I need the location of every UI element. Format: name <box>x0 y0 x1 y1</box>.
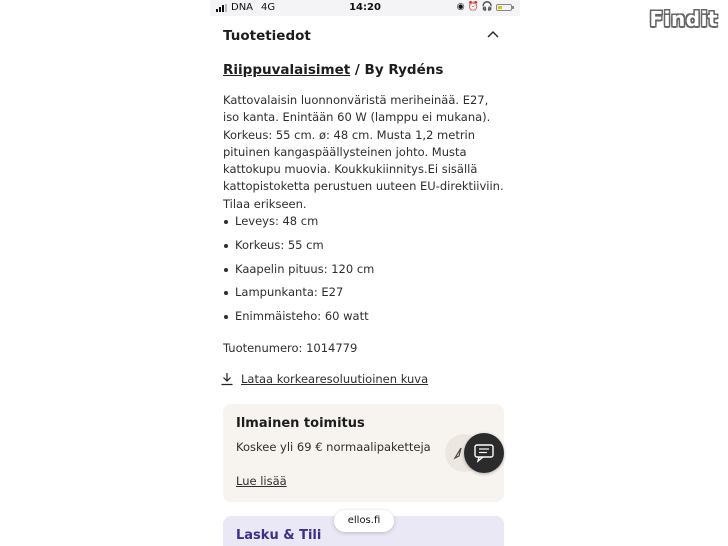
chat-button[interactable] <box>464 433 504 473</box>
section-title: Tuotetiedot <box>223 28 311 44</box>
download-image-link[interactable] <box>220 372 428 386</box>
clock: 14:20 <box>349 2 381 13</box>
breadcrumb-brand: By Rydéns <box>364 62 444 78</box>
status-bar <box>210 0 520 16</box>
network-type: 4G <box>261 2 276 13</box>
chat-icon <box>473 443 495 463</box>
breadcrumb-separator: / <box>350 62 365 78</box>
status-right <box>457 2 512 12</box>
spec-item: Lampunkanta: E27 <box>223 285 374 309</box>
download-icon <box>220 372 234 386</box>
headphones-icon: 🎧 <box>481 2 493 12</box>
location-icon: ◉ <box>456 2 465 12</box>
spec-item: Korkeus: 55 cm <box>223 238 374 262</box>
carrier-name: DNA <box>231 2 254 13</box>
spec-item: Leveys: 48 cm <box>223 214 374 238</box>
delivery-subtitle: Koskee yli 69 € normaalipaketteja <box>236 440 431 454</box>
free-delivery-card <box>223 404 504 502</box>
breadcrumb <box>223 62 443 78</box>
alarm-icon: ⏰ <box>467 2 479 12</box>
breadcrumb-category-link[interactable]: Riippuvalaisimet <box>223 62 351 78</box>
battery-icon <box>496 4 512 11</box>
spec-item: Enimmäisteho: 60 watt <box>223 309 374 333</box>
phone-screen <box>210 0 520 546</box>
url-bar[interactable]: ellos.fi <box>334 510 394 532</box>
payment-title: Lasku & Tili <box>236 528 322 543</box>
spec-item: Kaapelin pituus: 120 cm <box>223 262 374 286</box>
product-number: Tuotenumero: 1014779 <box>223 341 358 355</box>
read-more-link[interactable]: Lue lisää <box>236 474 287 488</box>
spec-list <box>223 214 374 333</box>
download-label[interactable]: Lataa korkearesoluutioinen kuva <box>241 372 429 386</box>
product-description: Kattovalaisin luonnonväristä meriheinää. E27, iso kanta. Enintään 60 W (lamppu ei mukana). Korkeus: 55 cm. ø: 48 cm. Musta 1,2 metrin pituinen kangaspäällysteinen johto. Musta kattokupu muovia. Koukkukiinnitys.Ei sisällä kattopistoketta perustuen uuteen EU-direktiiviin. Tilaa erikseen. <box>223 93 504 211</box>
delivery-title: Ilmainen toimitus <box>236 416 365 431</box>
findit-watermark: Findit <box>649 7 718 31</box>
chevron-up-icon[interactable] <box>485 27 501 43</box>
